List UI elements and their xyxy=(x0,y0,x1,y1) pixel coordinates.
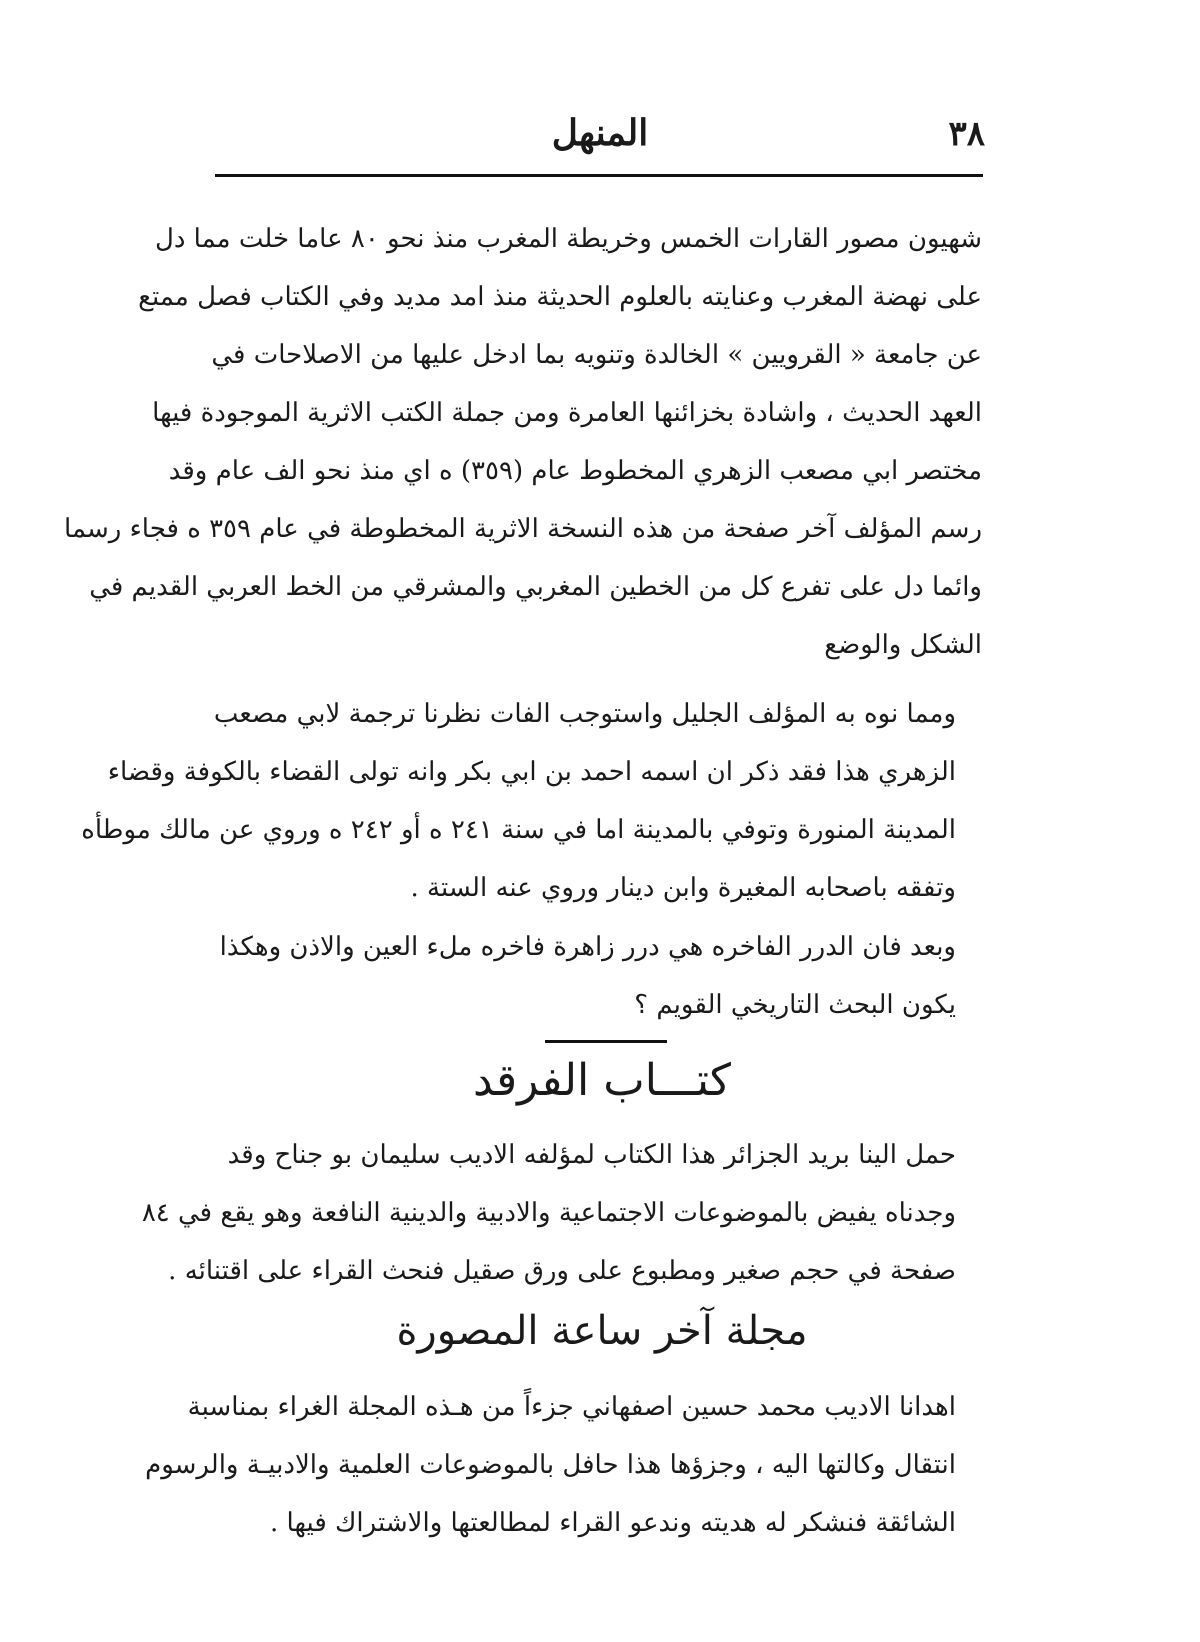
text-line: العهد الحديث ، واشادة بخزائنها العامرة ومن جملة الكتب الاثرية الموجودة فيها xyxy=(152,398,982,428)
text-line: وائما دل على تفرع كل من الخطين المغربي والمشرقي من الخط العربي القديم في xyxy=(89,572,982,602)
text-line: ومما نوه به المؤلف الجليل واستوجب الفات نظرنا ترجمة لابي مصعب xyxy=(213,699,956,729)
paragraph-2 xyxy=(81,685,982,915)
text-line: اهدانا الاديب محمد حسين اصفهاني جزءاً من هـذه المجلة الغراء بمناسبة xyxy=(187,1392,956,1422)
text-line: وجدناه يفيض بالموضوعات الاجتماعية والادبية والدينية النافعة وهو يقع في ٨٤ xyxy=(141,1198,956,1228)
paragraph-3 xyxy=(219,918,982,1034)
page-number: ٣٨ xyxy=(948,114,985,154)
paragraph-1 xyxy=(64,210,982,680)
text-line: على نهضة المغرب وعنايته بالعلوم الحديثة منذ امد مديد وفي الكتاب فصل ممتع xyxy=(138,282,982,312)
text-line: صفحة في حجم صغير ومطبوع على ورق صقيل فنحث القراء على اقتنائه . xyxy=(168,1256,956,1286)
text-line: حمل الينا بريد الجزائر هذا الكتاب لمؤلفه الاديب سليمان بو جناح وقد xyxy=(227,1140,956,1170)
section-paragraph-akhir-saa xyxy=(145,1378,982,1552)
text-line: الشائقة فنشكر له هديته وندعو القراء لمطالعتها والاشتراك فيها . xyxy=(270,1508,956,1538)
section-heading-akhir-saa: مجلة آخر ساعة المصورة xyxy=(396,1308,808,1354)
section-divider xyxy=(545,1040,667,1043)
text-line: المدينة المنورة وتوفي بالمدينة اما في سنة ٢٤١ ه أو ٢٤٢ ه وروي عن مالك موطأه xyxy=(81,815,956,845)
page-header xyxy=(215,108,985,168)
text-line: مختصر ابي مصعب الزهري المخطوط عام (٣٥٩) ه اي منذ نحو الف عام وقد xyxy=(168,456,982,486)
text-line: الشكل والوضع xyxy=(824,630,982,660)
text-line: انتقال وكالتها اليه ، وجزؤها هذا حافل بالموضوعات العلمية والادبيـة والرسوم xyxy=(145,1450,956,1480)
section-heading-alfarqad: كتـــاب الفرقد xyxy=(472,1055,731,1106)
text-line: رسم المؤلف آخر صفحة من هذه النسخة الاثرية المخطوطة في عام ٣٥٩ ه فجاء رسما xyxy=(64,514,982,544)
text-line: شهيون مصور القارات الخمس وخريطة المغرب منذ نحو ٨٠ عاما خلت مما دل xyxy=(154,224,982,254)
text-line: وتفقه باصحابه المغيرة وابن دينار وروي عنه الستة . xyxy=(410,873,956,903)
running-title: المنهل xyxy=(551,112,649,154)
text-line: وبعد فان الدرر الفاخره هي درر زاهرة فاخره ملء العين والاذن وهكذا xyxy=(219,932,956,962)
text-line: الزهري هذا فقد ذكر ان اسمه احمد بن ابي بكر وانه تولى القضاء بالكوفة وقضاء xyxy=(107,757,956,787)
text-line: يكون البحث التاريخي القويم ؟ xyxy=(634,990,956,1020)
text-line: عن جامعة « القرويين » الخالدة وتنويه بما ادخل عليها من الاصلاحات في xyxy=(211,340,982,370)
header-rule xyxy=(215,174,983,177)
section-paragraph-alfarqad xyxy=(141,1126,982,1300)
